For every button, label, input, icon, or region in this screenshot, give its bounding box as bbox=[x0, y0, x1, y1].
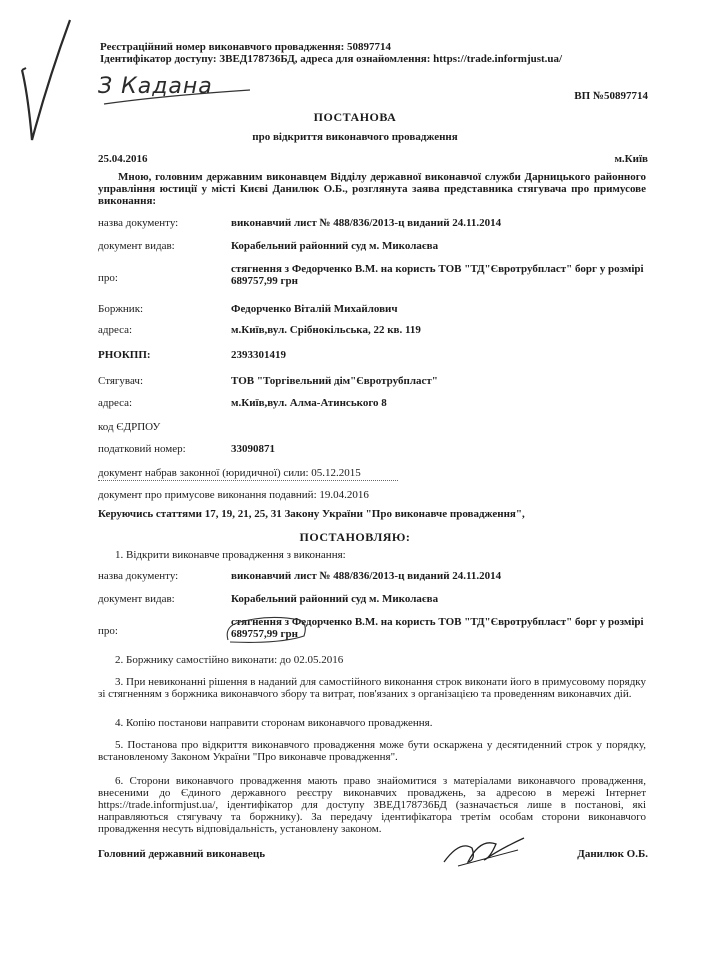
resolve-heading: ПОСТАНОВЛЯЮ: bbox=[299, 530, 411, 544]
document-date: 25.04.2016 bbox=[98, 153, 148, 165]
field-label-tax-number: податковий номер: bbox=[98, 443, 186, 455]
field-label-edrpou: код ЄДРПОУ bbox=[98, 421, 161, 433]
field-label-issued-by: документ видав: bbox=[98, 240, 175, 252]
field-value-about: стягнення з Федорченко В.М. на користь ТОВ "ТД"Євротрубпласт" борг у розмірі 689757,99 грн bbox=[231, 263, 644, 287]
item-4: 4. Копію постанови направити сторонам виконавчого провадження. bbox=[115, 717, 433, 729]
field-label-debtor-address: адреса: bbox=[98, 324, 133, 336]
field2-value-doc-name: виконавчий лист № 488/836/2013-ц виданий 24.11.2014 bbox=[231, 570, 502, 582]
field2-value-issued-by: Корабельний районний суд м. Миколаєва bbox=[231, 593, 439, 605]
item-1: 1. Відкрити виконавче провадження з виконання: bbox=[115, 549, 346, 561]
signer-position: Головний державний виконавець bbox=[98, 848, 266, 860]
document-subtitle: про відкриття виконавчого провадження bbox=[252, 131, 458, 143]
doc-submitted-date: документ про примусове виконання подавний: 19.04.2016 bbox=[98, 489, 369, 501]
item-5: 5. Постанова про відкриття виконавчого провадження може бути оскаржена у десятиденний строк у порядку, встановленому Законом України "Про виконавче провадження". bbox=[98, 739, 646, 763]
handwritten-circle-mark bbox=[220, 610, 310, 646]
field2-label-about: про: bbox=[98, 625, 118, 637]
handwritten-check-mark bbox=[0, 0, 100, 150]
handwritten-note: З Кадана bbox=[98, 74, 213, 99]
field2-value-about: стягнення з Федорченко В.М. на користь ТОВ "ТД"Євротрубпласт" борг у розмірі 689757,99 грн bbox=[231, 616, 644, 640]
field-value-doc-name: виконавчий лист № 488/836/2013-ц виданий 24.11.2014 bbox=[231, 217, 502, 229]
registration-number: Реєстраційний номер виконавчого провадження: 50897714 bbox=[100, 41, 392, 53]
field-value-debtor: Федорченко Віталій Михайлович bbox=[231, 303, 398, 315]
field-label-debtor: Боржник: bbox=[98, 303, 144, 315]
legal-basis: Керуючись статтями 17, 19, 21, 25, 31 Закону України "Про виконавче провадження", bbox=[98, 508, 525, 520]
intro-paragraph: Мною, головним державним виконавцем Відділу державної виконавчої служби Дарницького районного управління юстиції у місті Києві Данилюк О.Б., розглянута заява представника стягувача про примусове виконання: bbox=[98, 171, 646, 207]
field-value-tax-number: 33090871 bbox=[231, 443, 275, 455]
access-identifier: Ідентифікатор доступу: ЗВЕД178736БД, адреса для ознайомлення: https://trade.informjust.ua/ bbox=[100, 53, 563, 65]
field-label-doc-name: назва документу: bbox=[98, 217, 179, 229]
field-value-creditor: ТОВ "Торгівельний дім"Євротрубпласт" bbox=[231, 375, 438, 387]
scan-artifact-line bbox=[98, 480, 398, 481]
field-label-creditor: Стягувач: bbox=[98, 375, 144, 387]
signature bbox=[440, 830, 530, 870]
document-title: ПОСТАНОВА bbox=[313, 110, 397, 124]
field-label-creditor-address: адреса: bbox=[98, 397, 133, 409]
doc-force-date: документ набрав законної (юридичної) сили: 05.12.2015 bbox=[98, 467, 361, 479]
field-value-debtor-address: м.Київ,вул. Срібнокільська, 22 кв. 119 bbox=[231, 324, 421, 336]
item-6: 6. Сторони виконавчого провадження мають право знайомитися з матеріалами виконавчого провадження, внесеними до Єдиного державного реєстру виконавчих проваджень, за адресою в мережі Інтернет https://trade.informjust.ua/, ідентифікатор для доступу ЗВЕД178736БД (зазначається лише в постанові, які направляються стягувачу та боржнику). За передачу ідентифікатора третім особам сторони виконавчого провадження несуть відповідальність, установлену законом. bbox=[98, 775, 646, 835]
field-value-rnokpp: 2393301419 bbox=[231, 349, 286, 361]
item-3: 3. При невиконанні рішення в наданий для самостійного виконання строк виконати його в примусовому порядку зі стягненням з боржника виконавчого збору та витрат, пов'язаних з організацією та проведенням виконавчих дій. bbox=[98, 676, 646, 700]
field2-label-doc-name: назва документу: bbox=[98, 570, 179, 582]
signer-name: Данилюк О.Б. bbox=[577, 848, 648, 860]
document-city: м.Київ bbox=[614, 153, 648, 165]
vp-number: ВП №50897714 bbox=[574, 90, 648, 102]
field-value-creditor-address: м.Київ,вул. Алма-Атинського 8 bbox=[231, 397, 387, 409]
handwritten-underline bbox=[100, 78, 260, 112]
field-label-rnokpp: РНОКПП: bbox=[98, 349, 151, 361]
field2-label-issued-by: документ видав: bbox=[98, 593, 175, 605]
item-2: 2. Боржнику самостійно виконати: до 02.05.2016 bbox=[115, 654, 344, 666]
field-value-issued-by: Корабельний районний суд м. Миколаєва bbox=[231, 240, 439, 252]
field-label-about: про: bbox=[98, 272, 118, 284]
